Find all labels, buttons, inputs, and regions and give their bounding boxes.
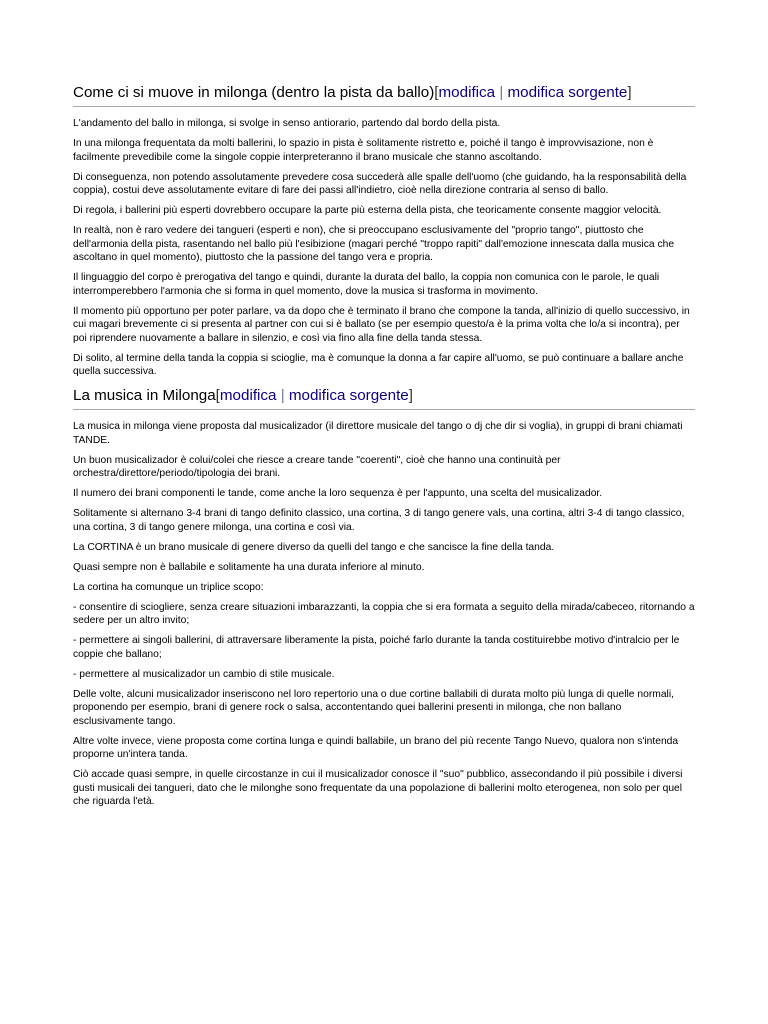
section-title: Come ci si muove in milonga (dentro la pista da ballo): [73, 84, 435, 101]
section-heading: [73, 82, 695, 107]
paragraph: Ciò accade quasi sempre, in quelle circostanze in cui il musicalizador conosce il "suo" pubblico, assecondando il più possibile i diversi gusti musicali dei tangueri, dato che le milonghe sono frequentate da una popolazione di ballerini molto eterogenea, non solo per quel che riguarda l'età.: [73, 769, 683, 807]
article-content: [73, 82, 695, 815]
paragraph: Un buon musicalizador è colui/colei che riesce a creare tande "coerenti", cioè che hanno una continuità per orchestra/direttore/periodo/tipologia dei brani.: [73, 454, 561, 479]
paragraph: Delle volte, alcuni musicalizador inseriscono nel loro repertorio una o due cortine ballabili di durata molto più lunga di quelle normali, proponendo per esempio, brani di genere rock o salsa, accontentando quei ballerini presenti in milonga, che non ballano esclusivamente tango.: [73, 688, 674, 727]
section-heading: [73, 385, 695, 410]
paragraph: In realtà, non è raro vedere dei tangueri (esperti e non), che si preoccupano esclusivamente del "proprio tango", piuttosto che dell'armonia della pista, rasentando nel ballo più l'esibizione (magari perché "troppo rapiti" dall'emozione innescata dalla musica che ascoltano in quel momento), piuttosto che la passione del tango vera e propria.: [73, 225, 675, 263]
paragraph: In una milonga frequentata da molti ballerini, lo spazio in pista è solitamente ristretto e, poiché il tango è improvvisazione, non è facilmente prevedibile come la singole coppie interpreteranno il brano musicale che stanno ascoltando.: [73, 138, 654, 163]
edit-bracket-close: ]: [408, 387, 413, 404]
paragraph: L'andamento del ballo in milonga, si svolge in senso antiorario, partendo dal bordo della pista.: [73, 118, 501, 129]
edit-bracket-open: [: [434, 84, 439, 101]
paragraph: La cortina ha comunque un triplice scopo:: [73, 581, 264, 593]
edit-separator: |: [276, 387, 289, 404]
paragraph: Di solito, al termine della tanda la coppia si scioglie, ma è comunque la donna a far capire all'uomo, se può continuare a ballare anche quella successiva.: [73, 352, 684, 377]
edit-bracket-open: [: [215, 387, 220, 404]
paragraph: Di regola, i ballerini più esperti dovrebbero occupare la parte più esterna della pista, che teoricamente consente maggior velocità.: [73, 205, 662, 216]
paragraph: - consentire di sciogliere, senza creare situazioni imbarazzanti, la coppia che si era formata a seguito della mirada/cabeceo, ritornando a sedere per un altro invito;: [73, 601, 695, 626]
paragraph: Altre volte invece, viene proposta come cortina lunga e quindi ballabile, un brano del più recente Tango Nuevo, qualora non s'intenda proporne un'intera tanda.: [73, 735, 679, 760]
section-1: [73, 82, 695, 379]
edit-link[interactable]: modifica: [219, 387, 277, 404]
paragraph: Il linguaggio del corpo è prerogativa del tango e quindi, durante la durata del ballo, la coppia non comunica con le parole, le quali interromperebbero l'armonia che si forma in quel momento, dove la musica si trasforma in movimento.: [73, 272, 660, 297]
section-title: La musica in Milonga: [73, 387, 216, 404]
edit-source-link[interactable]: modifica sorgente: [288, 387, 409, 404]
paragraph: Solitamente si alternano 3-4 brani di tango definito classico, una cortina, 3 di tango genere vals, una cortina, altri 3-4 di tango classico, una cortina, 3 di tango genere milonga, una cortina e così via.: [73, 508, 685, 533]
paragraph: - permettere ai singoli ballerini, di attraversare liberamente la pista, poiché farlo durante la tanda costituirebbe motivo d'intralcio per le coppie che ballano;: [73, 635, 680, 660]
edit-separator: |: [495, 84, 508, 101]
paragraph: La musica in milonga viene proposta dal musicalizador (il direttore musicale del tango o dj che dir si voglia), in gruppi di brani chiamati TANDE.: [73, 421, 683, 446]
paragraph: - permettere al musicalizador un cambio di stile musicale.: [73, 668, 335, 680]
paragraph: Di conseguenza, non potendo assolutamente prevedere cosa succederà alle spalle dell'uomo (che guidando, ha la responsabilità della coppia), costui deve assolutamente evitare di fare dei passi all'indietro, cioè nella direzione contraria al senso di ballo.: [73, 171, 687, 196]
paragraph: Il momento più opportuno per poter parlare, va da dopo che è terminato il brano che compone la tanda, all'inizio di quello successivo, in cui magari brevemente ci si presenta al partner con cui si è ballato (se per esempio questo/a è la prima volta che lo/a si incontra), per poi riprendere nuovamente a ballare in silenzio, e così via fino alla fine della tanda stessa.: [73, 305, 690, 344]
edit-bracket-close: ]: [627, 84, 632, 101]
paragraph: Il numero dei brani componenti le tande, come anche la loro sequenza è per l'appunto, una scelta del musicalizador.: [73, 488, 603, 499]
edit-link[interactable]: modifica: [438, 84, 496, 101]
edit-source-link[interactable]: modifica sorgente: [507, 84, 628, 101]
paragraph: Quasi sempre non è ballabile e solitamente ha una durata inferiore al minuto.: [73, 561, 425, 573]
paragraph: La CORTINA è un brano musicale di genere diverso da quelli del tango e che sancisce la fine della tanda.: [73, 541, 555, 553]
section-2: [73, 385, 695, 809]
